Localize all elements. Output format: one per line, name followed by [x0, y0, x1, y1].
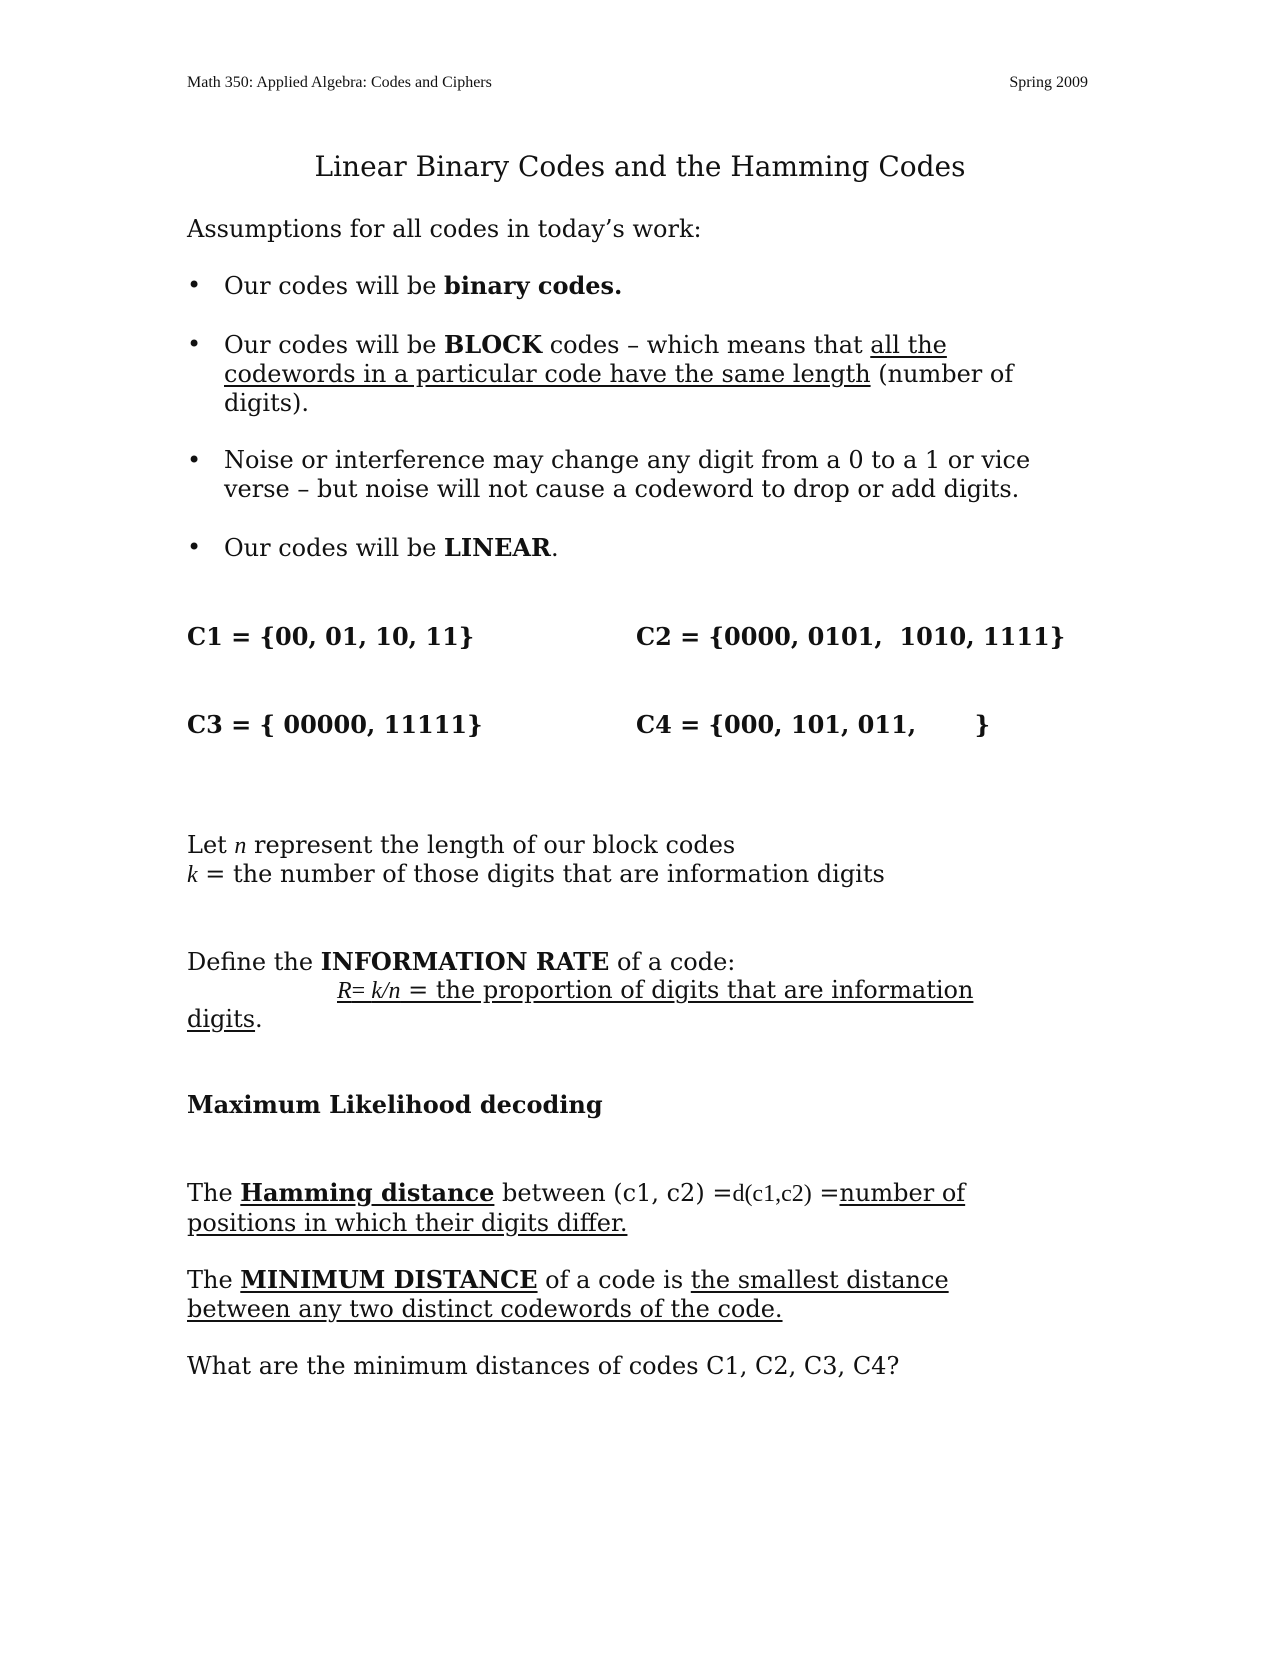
- term-hamming-distance: Hamming distance: [240, 1178, 495, 1207]
- bullet-text: Our codes will be: [224, 534, 445, 562]
- code-c2: C2 = {0000, 0101, 1010, 1111}: [636, 622, 1066, 651]
- variable-k: k: [187, 862, 198, 888]
- formula-kn: k/n: [371, 978, 401, 1004]
- bullet-block: [187, 330, 1087, 418]
- info-rate-heading: [187, 947, 735, 977]
- bullet-text: verse – but noise will not cause a codeword to drop or add digits.: [224, 475, 1020, 503]
- variable-n: n: [234, 833, 247, 859]
- bullet-bold: LINEAR: [444, 533, 551, 562]
- formula-text: = the proportion of digits that are information: [400, 976, 974, 1004]
- bullet-text: Noise or interference may change any digit from a 0 to a 1 or vice: [224, 446, 1031, 474]
- text: between (c1, c2) =: [494, 1179, 733, 1207]
- bullet-noise: [187, 446, 1087, 504]
- bullet-bold: BLOCK: [444, 330, 543, 359]
- text: The: [187, 1266, 241, 1294]
- text: of a code:: [609, 948, 736, 976]
- info-rate-formula: [337, 976, 973, 1006]
- text: positions in which their digits differ.: [187, 1209, 628, 1237]
- header-term: Spring 2009: [1009, 74, 1088, 91]
- text: of a code is: [537, 1266, 691, 1294]
- text: number of: [839, 1179, 966, 1207]
- formula-d: d(c1,c2): [732, 1181, 812, 1207]
- code-c1: C1 = {00, 01, 10, 11}: [187, 622, 475, 651]
- bullet-text: digits).: [224, 389, 310, 417]
- term-minimum-distance: MINIMUM DISTANCE: [240, 1265, 538, 1294]
- info-rate-tail: [187, 1005, 263, 1034]
- header-course: Math 350: Applied Algebra: Codes and Ciphers: [187, 74, 492, 91]
- intro-text: Assumptions for all codes in today’s work:: [187, 215, 702, 243]
- text: represent the length of our block codes: [246, 831, 736, 859]
- bullet-text: (number of: [870, 360, 1014, 388]
- question: What are the minimum distances of codes C1, C2, C3, C4?: [187, 1352, 900, 1380]
- term-information-rate: INFORMATION RATE: [320, 947, 610, 976]
- minimum-distance-def: [187, 1265, 949, 1324]
- bullet-linear: [187, 533, 1087, 563]
- page-title: Linear Binary Codes and the Hamming Codes: [314, 150, 966, 183]
- text: digits: [187, 1005, 256, 1033]
- text: Let: [187, 831, 235, 859]
- hamming-distance-def: [187, 1178, 965, 1238]
- formula-r: R: [337, 978, 352, 1004]
- formula-eq: =: [351, 978, 372, 1004]
- bullet-text: Our codes will be: [224, 272, 445, 300]
- bullet-text: Our codes will be: [224, 331, 445, 359]
- bullet-text: .: [550, 534, 559, 562]
- text: Define the: [187, 948, 321, 976]
- text: the smallest distance: [690, 1266, 949, 1294]
- bullet-bold: binary codes.: [444, 271, 623, 300]
- k-definition: [187, 860, 885, 890]
- bullet-underline: all the: [870, 331, 947, 359]
- bullet-text: codes – which means that: [542, 331, 871, 359]
- text: = the number of those digits that are information digits: [197, 860, 885, 888]
- text: =: [811, 1179, 840, 1207]
- text: .: [255, 1005, 263, 1033]
- bullet-marker: •: [187, 271, 202, 299]
- section-mld: Maximum Likelihood decoding: [187, 1090, 603, 1119]
- text: The: [187, 1179, 241, 1207]
- n-definition: [187, 831, 735, 861]
- bullet-underline: codewords in a particular code have the same length: [224, 360, 871, 388]
- text: between any two distinct codewords of the code.: [187, 1295, 783, 1323]
- bullet-marker: •: [187, 446, 202, 474]
- bullet-marker: •: [187, 533, 202, 561]
- bullet-binary: [187, 271, 1087, 301]
- code-c4: C4 = {000, 101, 011, }: [636, 710, 991, 739]
- code-c3: C3 = { 00000, 11111}: [187, 710, 483, 739]
- bullet-marker: •: [187, 330, 202, 358]
